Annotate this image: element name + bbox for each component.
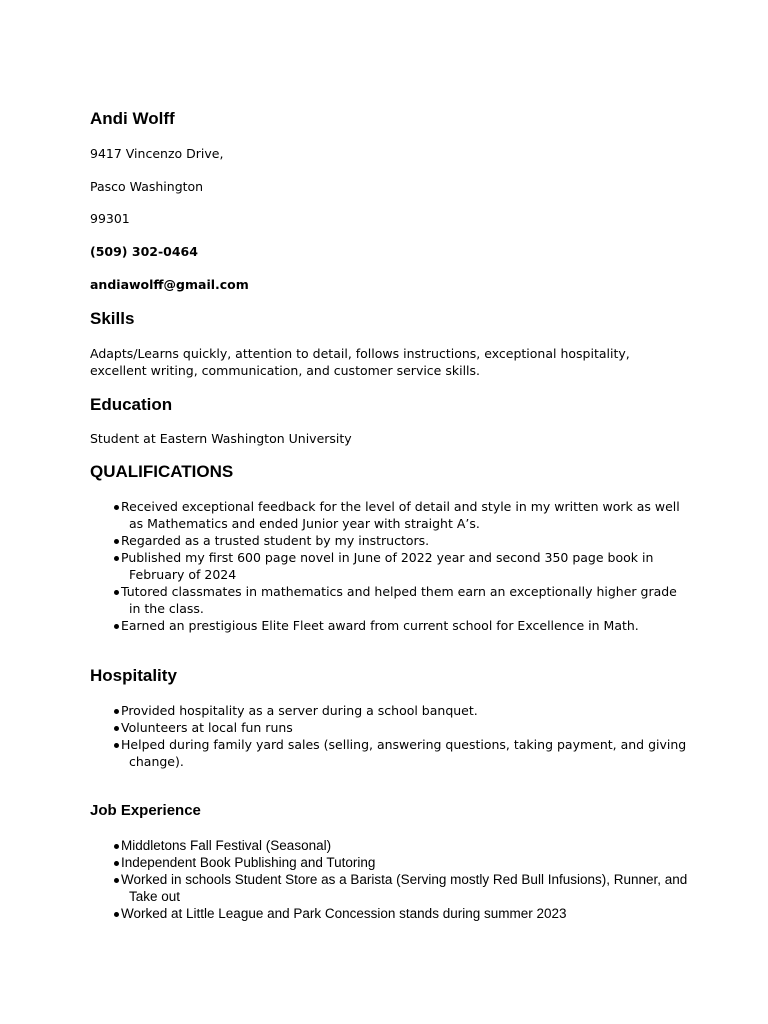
list-item: Regarded as a trusted student by my instructors. [90,532,690,549]
job-experience-heading: Job Experience [90,802,201,819]
list-item: Received exceptional feedback for the level of detail and style in my written work as well as Mathematics and ended Junior year with straight A’s. [90,498,690,532]
list-item: Worked at Little League and Park Concession stands during summer 2023 [90,905,690,922]
list-item: Independent Book Publishing and Tutoring [90,854,690,871]
zip-code: 99301 [90,211,130,226]
bullet-icon [114,743,119,748]
email-address: andiawolff@gmail.com [90,277,249,292]
hospitality-heading: Hospitality [90,666,177,685]
skills-heading: Skills [90,309,135,328]
bullet-icon [114,556,119,561]
bullet-icon [114,726,119,731]
phone-number: (509) 302-0464 [90,244,198,259]
skills-text: Adapts/Learns quickly, attention to detail, follows instructions, exceptional hospitality, excellent writing, communication, and customer service skills. [90,346,630,378]
qualifications-list [90,498,690,634]
list-item: Worked in schools Student Store as a Barista (Serving mostly Red Bull Infusions), Runner, and Take out [90,871,690,905]
bullet-icon [114,539,119,544]
address-line-1: 9417 Vincenzo Drive, [90,146,224,161]
bullet-icon [114,912,119,917]
list-item: Helped during family yard sales (selling, answering questions, taking payment, and giving change). [90,736,690,770]
bullet-icon [114,590,119,595]
list-item: Middletons Fall Festival (Seasonal) [90,837,690,854]
bullet-icon [114,844,119,849]
job-experience-list [90,837,690,922]
list-item: Earned an prestigious Elite Fleet award from current school for Excellence in Math. [90,617,690,634]
bullet-icon [114,878,119,883]
education-text: Student at Eastern Washington University [90,431,352,446]
education-heading: Education [90,395,173,414]
address-line-2: Pasco Washington [90,179,204,194]
bullet-icon [114,505,119,510]
hospitality-list [90,702,690,770]
bullet-icon [114,861,119,866]
bullet-icon [114,709,119,714]
list-item: Tutored classmates in mathematics and helped them earn an exceptionally higher grade in the class. [90,583,690,617]
list-item: Published my first 600 page novel in June of 2022 year and second 350 page book in February of 2024 [90,549,690,583]
list-item: Volunteers at local fun runs [90,719,690,736]
bullet-icon [114,624,119,629]
candidate-name: Andi Wolff [90,109,175,128]
qualifications-heading: QUALIFICATIONS [90,462,234,481]
list-item: Provided hospitality as a server during a school banquet. [90,702,690,719]
